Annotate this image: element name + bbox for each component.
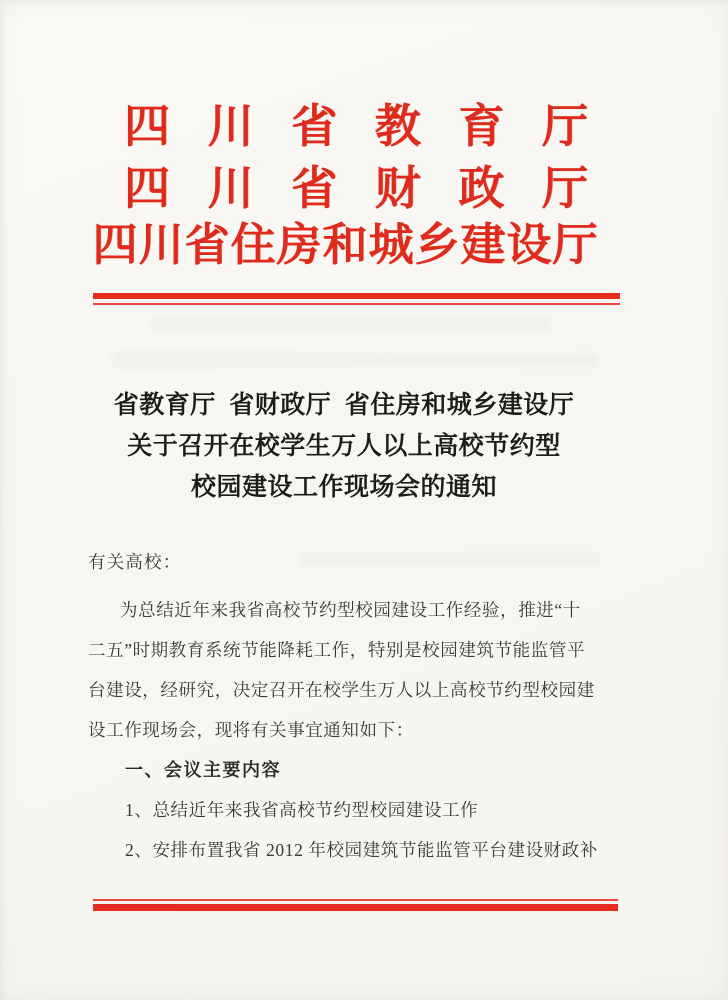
letterhead-line-3: 四川省住房和城乡建设厅: [92, 220, 599, 270]
list-item-1: 1、总结近年来我省高校节约型校园建设工作: [125, 800, 479, 820]
title-line-3: 校园建设工作现场会的通知: [190, 474, 497, 501]
footer-rule-thin: [93, 899, 618, 901]
header-rule-thin: [93, 303, 620, 305]
list-item-2: 2、安排布置我省 2012 年校园建筑节能监管平台建设财政补: [125, 840, 598, 860]
paragraph-line-4: 设工作现场会，现将有关事宜通知如下：: [88, 720, 414, 740]
header-rule-thick: [93, 293, 620, 299]
title-line-2: 关于召开在校学生万人以上高校节约型: [127, 433, 561, 460]
salutation: 有关高校：: [88, 552, 182, 572]
title-line-1: 省教育厅 省财政厅 省住房和城乡建设厅: [113, 392, 575, 419]
bleedthrough-smudge: [300, 552, 600, 566]
letterhead-line-1: 四 川 省 教 育 厅: [124, 101, 588, 152]
paragraph-line-3: 台建设，经研究，决定召开在校学生万人以上高校节约型校园建: [88, 680, 595, 700]
document-title: [88, 385, 600, 508]
letterhead-line-2: 四 川 省 财 政 厅: [124, 163, 588, 214]
footer-rule-thick: [93, 904, 618, 911]
body-text: [88, 590, 608, 870]
paragraph-line-1: 为总结近年来我省高校节约型校园建设工作经验，推进“十: [120, 600, 581, 620]
paragraph-line-2: 二五”时期教育系统节能降耗工作，特别是校园建筑节能监管平: [88, 640, 586, 660]
bleedthrough-smudge: [112, 352, 600, 368]
section-heading: 一、会议主要内容: [125, 760, 281, 780]
bleedthrough-smudge: [150, 317, 550, 332]
